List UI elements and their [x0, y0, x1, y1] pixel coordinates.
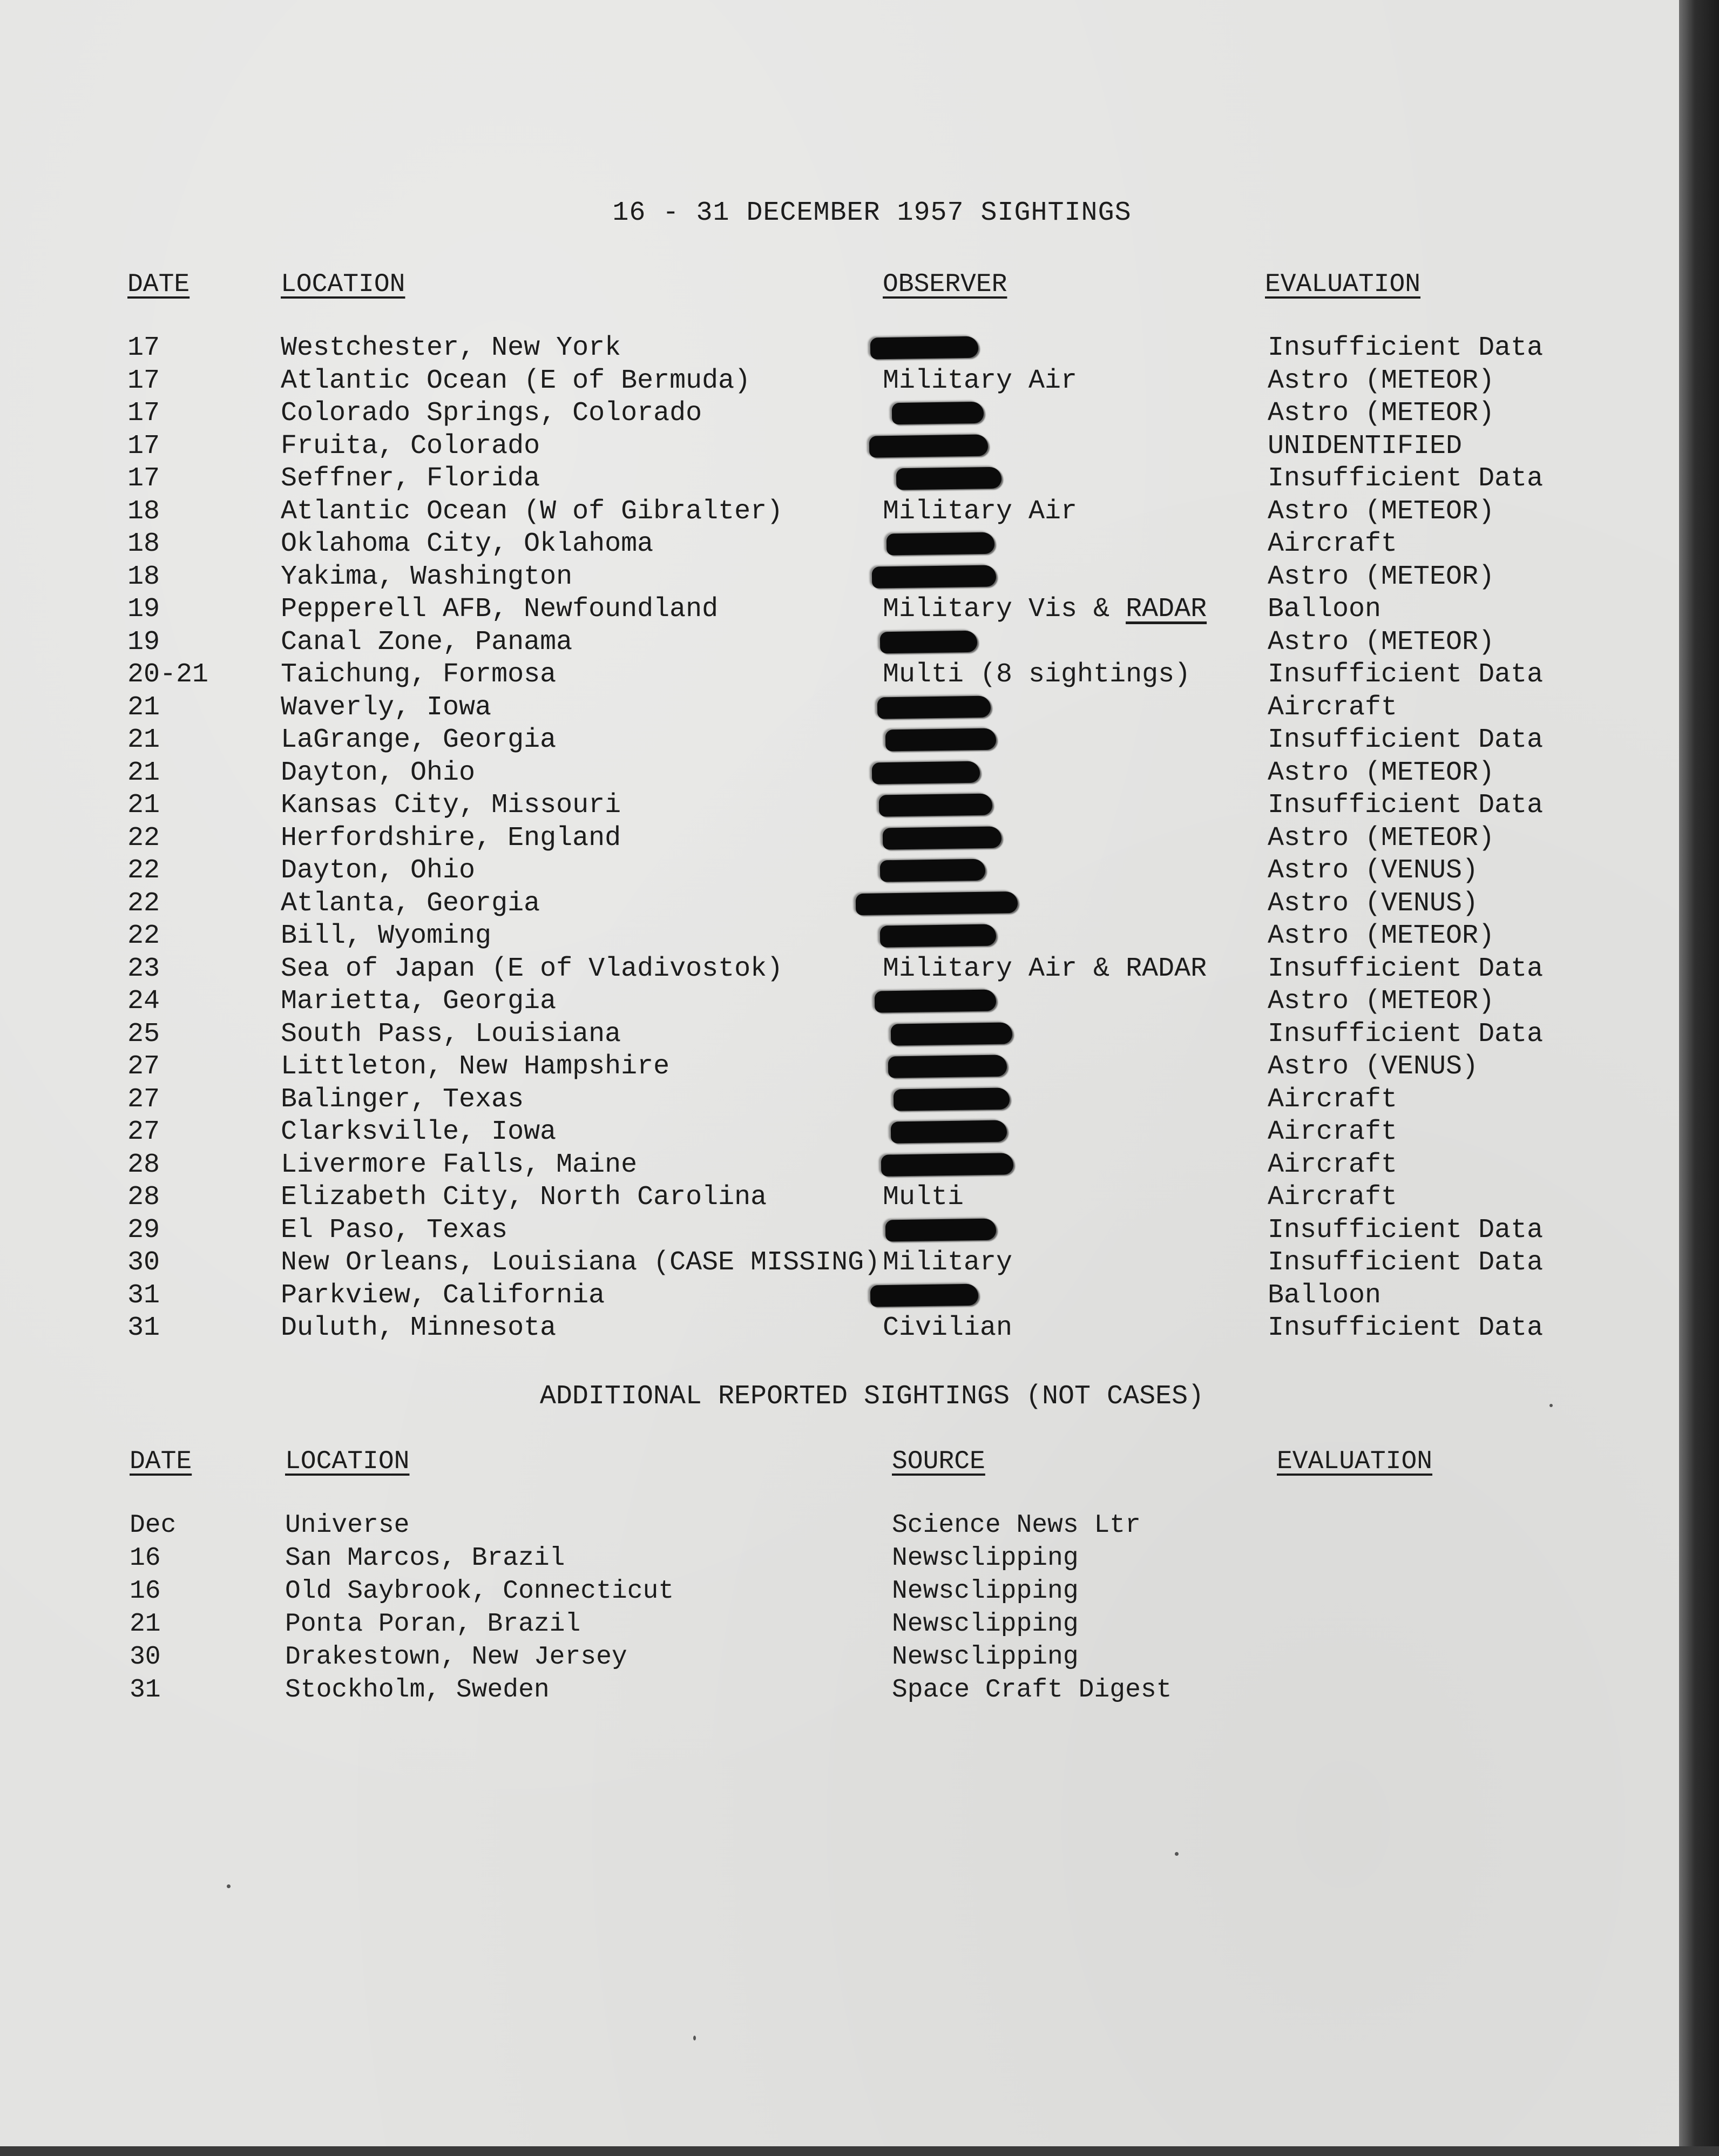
row-location: Herfordshire, England: [281, 822, 621, 854]
row-evaluation: Astro (METEOR): [1268, 626, 1495, 658]
header-date: DATE: [127, 270, 190, 299]
row-evaluation: Aircraft: [1268, 1084, 1398, 1115]
table-row: [0, 1150, 1679, 1182]
table-row: [0, 529, 1679, 562]
redaction-mark: [880, 630, 978, 653]
row-date: 28: [127, 1182, 160, 1213]
row-date: 18: [127, 561, 160, 592]
speck: [1175, 1852, 1179, 1856]
row-date: 22: [127, 921, 160, 951]
row-evaluation: Astro (METEOR): [1268, 561, 1495, 592]
table-row: [0, 921, 1679, 954]
page-title: 16 - 31 DECEMBER 1957 SIGHTINGS: [612, 198, 1132, 228]
row-observer: [883, 366, 1077, 396]
row-date: 22: [127, 855, 160, 886]
row-date: 27: [127, 1051, 160, 1082]
row-location: Seffner, Florida: [281, 463, 540, 494]
row-evaluation: Astro (METEOR): [1268, 365, 1495, 396]
row-evaluation: Astro (VENUS): [1268, 888, 1479, 919]
row-location: Clarksville, Iowa: [281, 1117, 557, 1147]
row-date: 28: [127, 1149, 160, 1180]
row-location: Waverly, Iowa: [281, 692, 492, 723]
row-date: 19: [127, 626, 160, 658]
row-observer-text: Military Air & RADAR: [883, 953, 1207, 984]
row-evaluation: Astro (VENUS): [1268, 855, 1479, 886]
additional-row: [0, 1544, 1679, 1577]
row-evaluation: Astro (METEOR): [1268, 496, 1495, 527]
row-date: 21: [127, 725, 160, 755]
row-evaluation: Aircraft: [1268, 529, 1398, 559]
table-row: [0, 823, 1679, 856]
table-row: [0, 758, 1679, 790]
row-observer: [883, 496, 1077, 527]
row-evaluation: Aircraft: [1268, 1182, 1398, 1213]
scan-edge-right: [1679, 0, 1719, 2156]
table-row: [0, 627, 1679, 660]
row-observer-text: Multi (8 sightings): [883, 659, 1191, 690]
table-row: [0, 692, 1679, 725]
row-location: Taichung, Formosa: [281, 659, 557, 690]
row-observer: [883, 659, 1190, 690]
row-location: Bill, Wyoming: [281, 921, 492, 951]
redaction-mark: [880, 859, 986, 882]
row-date: 30: [127, 1247, 160, 1278]
additional-source: Newsclipping: [892, 1577, 1079, 1606]
row-location: Duluth, Minnesota: [281, 1313, 557, 1343]
row-observer: [883, 1247, 1012, 1278]
table-row: [0, 463, 1679, 496]
row-date: 29: [127, 1214, 160, 1246]
additional-location: Ponta Poran, Brazil: [285, 1610, 581, 1639]
additional-location: San Marcos, Brazil: [285, 1544, 565, 1573]
redaction-mark: [885, 1218, 997, 1241]
row-date: 18: [127, 529, 160, 559]
header-observer: OBSERVER: [883, 270, 1007, 299]
redaction-mark: [891, 1120, 1007, 1144]
additional-header-evaluation: EVALUATION: [1277, 1447, 1433, 1476]
additional-row: [0, 1675, 1679, 1708]
row-date: 23: [127, 953, 160, 984]
row-observer: [883, 1313, 1012, 1343]
table-row: [0, 1313, 1679, 1346]
redaction-mark: [888, 1055, 1007, 1078]
row-date: 27: [127, 1117, 160, 1147]
row-location: Kansas City, Missouri: [281, 790, 621, 821]
row-location: Elizabeth City, North Carolina: [281, 1182, 767, 1213]
sightings-table: [0, 333, 1679, 1346]
row-observer-underlined: RADAR: [1126, 594, 1207, 625]
redaction-mark: [885, 728, 997, 752]
row-evaluation: Insufficient Data: [1268, 333, 1544, 363]
additional-header-location: LOCATION: [285, 1447, 410, 1476]
row-evaluation: Insufficient Data: [1268, 463, 1544, 494]
row-date: 17: [127, 333, 160, 363]
row-date: 17: [127, 398, 160, 429]
row-date: 21: [127, 757, 160, 788]
row-evaluation: Astro (METEOR): [1268, 822, 1495, 854]
redaction-mark: [872, 761, 980, 784]
row-observer: [883, 954, 1207, 984]
table-row: [0, 1117, 1679, 1150]
row-evaluation: Astro (METEOR): [1268, 986, 1495, 1017]
redaction-mark: [856, 891, 1018, 915]
row-date: 17: [127, 430, 160, 462]
row-location: Littleton, New Hampshire: [281, 1051, 670, 1082]
table-row: [0, 1215, 1679, 1248]
row-observer-text: Military Air: [883, 365, 1078, 396]
row-observer-text: Military: [883, 1247, 1013, 1278]
row-evaluation: Astro (METEOR): [1268, 921, 1495, 951]
additional-row: [0, 1643, 1679, 1675]
redaction-mark: [896, 467, 1002, 490]
additional-date: 21: [130, 1610, 161, 1639]
row-location: Yakima, Washington: [281, 561, 573, 592]
row-location: Colorado Springs, Colorado: [281, 398, 702, 429]
table-row: [0, 1051, 1679, 1084]
row-evaluation: Astro (VENUS): [1268, 1051, 1479, 1082]
row-evaluation: Insufficient Data: [1268, 1018, 1544, 1050]
row-date: 22: [127, 822, 160, 854]
header-evaluation: EVALUATION: [1265, 270, 1421, 299]
row-observer: [883, 1182, 964, 1213]
row-date: 20-21: [127, 659, 209, 690]
redaction-mark: [879, 794, 993, 817]
row-location: LaGrange, Georgia: [281, 725, 557, 755]
row-evaluation: Insufficient Data: [1268, 953, 1544, 984]
row-date: 31: [127, 1313, 160, 1343]
table-row: [0, 562, 1679, 594]
row-location: Marietta, Georgia: [281, 986, 557, 1017]
row-evaluation: Insufficient Data: [1268, 1313, 1544, 1343]
additional-date: 31: [130, 1675, 161, 1705]
row-date: 17: [127, 463, 160, 494]
additional-source: Newsclipping: [892, 1643, 1079, 1672]
row-location: New Orleans, Louisiana (CASE MISSING): [281, 1247, 881, 1278]
row-observer-text: Military Vis &: [883, 594, 1126, 625]
row-date: 25: [127, 1018, 160, 1050]
row-location: Balinger, Texas: [281, 1084, 524, 1115]
redaction-mark: [881, 1153, 1014, 1176]
table-row: [0, 790, 1679, 823]
row-date: 19: [127, 594, 160, 625]
row-date: 17: [127, 365, 160, 396]
row-evaluation: Insufficient Data: [1268, 1214, 1544, 1246]
row-date: 27: [127, 1084, 160, 1115]
row-evaluation: Insufficient Data: [1268, 659, 1544, 690]
table-row: [0, 986, 1679, 1019]
additional-header-date: DATE: [130, 1447, 192, 1476]
additional-date: Dec: [130, 1511, 177, 1540]
additional-title: ADDITIONAL REPORTED SIGHTINGS (NOT CASES): [539, 1381, 1204, 1412]
additional-location: Old Saybrook, Connecticut: [285, 1577, 674, 1606]
table-row: [0, 954, 1679, 986]
additional-row: [0, 1577, 1679, 1610]
row-date: 22: [127, 888, 160, 919]
redaction-mark: [880, 924, 997, 948]
row-date: 18: [127, 496, 160, 527]
row-location: Sea of Japan (E of Vladivostok): [281, 953, 783, 984]
additional-date: 16: [130, 1577, 161, 1606]
row-location: Pepperell AFB, Newfoundland: [281, 594, 719, 625]
row-location: South Pass, Louisiana: [281, 1018, 621, 1050]
row-evaluation: Balloon: [1268, 594, 1382, 625]
additional-location: Stockholm, Sweden: [285, 1675, 550, 1705]
table-row: [0, 1084, 1679, 1117]
additional-table: [0, 1511, 1679, 1708]
additional-header-source: SOURCE: [892, 1447, 985, 1476]
additional-source: Newsclipping: [892, 1544, 1079, 1573]
row-location: Canal Zone, Panama: [281, 626, 573, 658]
table-row: [0, 1247, 1679, 1280]
table-row: [0, 366, 1679, 398]
row-date: 24: [127, 986, 160, 1017]
additional-date: 16: [130, 1544, 161, 1573]
row-observer-text: Military Air: [883, 496, 1078, 527]
additional-source: Space Craft Digest: [892, 1675, 1172, 1705]
redaction-mark: [875, 989, 997, 1012]
table-row: [0, 659, 1679, 692]
row-location: Fruita, Colorado: [281, 430, 540, 462]
redaction-mark: [892, 402, 984, 424]
row-location: Atlantic Ocean (W of Gibralter): [281, 496, 783, 527]
additional-row: [0, 1511, 1679, 1544]
row-evaluation: Insufficient Data: [1268, 790, 1544, 821]
redaction-mark: [894, 1087, 1010, 1111]
row-evaluation: Insufficient Data: [1268, 725, 1544, 755]
additional-location: Drakestown, New Jersey: [285, 1643, 627, 1672]
row-observer: [883, 594, 1207, 625]
row-evaluation: Aircraft: [1268, 692, 1398, 723]
row-observer-text: Multi: [883, 1182, 964, 1213]
table-row: [0, 855, 1679, 888]
row-location: Westchester, New York: [281, 333, 621, 363]
additional-location: Universe: [285, 1511, 410, 1540]
redaction-mark: [891, 1022, 1013, 1045]
row-location: El Paso, Texas: [281, 1214, 508, 1246]
table-row: [0, 594, 1679, 627]
redaction-mark: [877, 695, 991, 719]
row-evaluation: Balloon: [1268, 1280, 1382, 1311]
table-row: [0, 398, 1679, 431]
table-row: [0, 496, 1679, 529]
additional-source: Science News Ltr: [892, 1511, 1141, 1540]
speck: [227, 1884, 231, 1888]
additional-source: Newsclipping: [892, 1610, 1079, 1639]
redaction-mark: [886, 532, 995, 556]
row-evaluation: Insufficient Data: [1268, 1247, 1544, 1278]
table-row: [0, 431, 1679, 464]
row-location: Atlantic Ocean (E of Bermuda): [281, 365, 751, 396]
row-evaluation: Astro (METEOR): [1268, 757, 1495, 788]
additional-date: 30: [130, 1643, 161, 1672]
table-row: [0, 1182, 1679, 1215]
redaction-mark: [869, 434, 989, 457]
redaction-mark: [883, 826, 1002, 849]
redaction-mark: [870, 336, 979, 360]
table-row: [0, 1280, 1679, 1313]
row-evaluation: UNIDENTIFIED: [1268, 430, 1463, 462]
row-evaluation: Aircraft: [1268, 1117, 1398, 1147]
row-location: Dayton, Ohio: [281, 757, 476, 788]
table-row: [0, 333, 1679, 366]
redaction-mark: [870, 1283, 979, 1307]
row-location: Dayton, Ohio: [281, 855, 476, 886]
table-row: [0, 1019, 1679, 1052]
speck: [1549, 1404, 1553, 1407]
table-row: [0, 888, 1679, 921]
row-evaluation: Aircraft: [1268, 1149, 1398, 1180]
speck: [693, 2036, 696, 2040]
row-observer-text: Civilian: [883, 1313, 1013, 1343]
row-date: 21: [127, 790, 160, 821]
header-location: LOCATION: [281, 270, 405, 299]
additional-row: [0, 1610, 1679, 1643]
row-location: Atlanta, Georgia: [281, 888, 540, 919]
table-row: [0, 725, 1679, 758]
row-location: Oklahoma City, Oklahoma: [281, 529, 654, 559]
row-location: Livermore Falls, Maine: [281, 1149, 638, 1180]
scan-edge-bottom: [0, 2146, 1719, 2156]
row-location: Parkview, California: [281, 1280, 605, 1311]
row-date: 21: [127, 692, 160, 723]
redaction-mark: [872, 565, 997, 588]
row-date: 31: [127, 1280, 160, 1311]
row-evaluation: Astro (METEOR): [1268, 398, 1495, 429]
